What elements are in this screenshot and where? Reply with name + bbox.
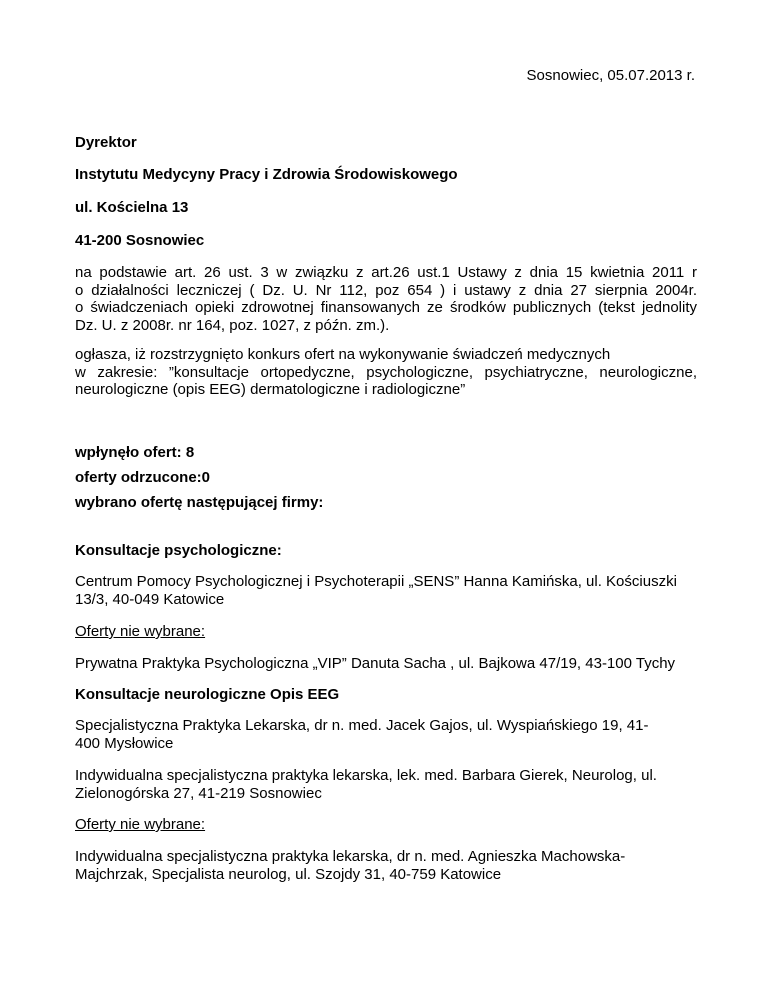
announcement-line: neurologiczne (opis EEG) dermatologiczne i radiologiczne” (75, 381, 466, 398)
announcement-paragraph (75, 346, 697, 399)
offers-rejected: oferty odrzucone:0 (75, 469, 211, 486)
psych-heading: Konsultacje psychologiczne: (75, 542, 282, 559)
neuro-not-selected-line: Indywidualna specjalistyczna praktyka lekarska, dr n. med. Agnieszka Machowska- (75, 848, 626, 865)
neuro-not-selected-line: Majchrzak, Specjalista neurolog, ul. Szojdy 31, 40-759 Katowice (75, 866, 502, 883)
addressee-city: 41-200 Sosnowiec (75, 232, 205, 249)
psych-not-selected: Prywatna Praktyka Psychologiczna „VIP” Danuta Sacha , ul. Bajkowa 47/19, 43-100 Tychy (75, 655, 676, 672)
legal-basis-line: o działalności leczniczej ( Dz. U. Nr 112, poz 654 ) i ustawy z dnia 27 sierpnia 2004r. (75, 281, 697, 299)
announcement-line: w zakresie: ”konsultacje ortopedyczne, psychologiczne, psychiatryczne, neurologiczne, (75, 363, 697, 381)
date-line: Sosnowiec, 05.07.2013 r. (526, 67, 695, 84)
addressee-street: ul. Kościelna 13 (75, 199, 189, 216)
offers-received: wpłynęło ofert: 8 (75, 444, 195, 461)
psych-not-selected-label: Oferty nie wybrane: (75, 623, 206, 640)
selected-heading: wybrano ofertę następującej firmy: (75, 494, 324, 511)
psych-selected-line: Centrum Pomocy Psychologicznej i Psychoterapii „SENS” Hanna Kamińska, ul. Kościuszki (75, 573, 677, 590)
neuro-selected-2-line: Zielonogórska 27, 41-219 Sosnowiec (75, 785, 322, 802)
announcement-line: ogłasza, iż rozstrzygnięto konkurs ofert na wykonywanie świadczeń medycznych (75, 346, 611, 363)
legal-basis-line: na podstawie art. 26 ust. 3 w związku z art.26 ust.1 Ustawy z dnia 15 kwietnia 2011 r (75, 264, 697, 281)
legal-basis-line: Dz. U. z 2008r. nr 164, poz. 1027, z późn. zm.). (75, 316, 390, 334)
addressee-institution: Instytutu Medycyny Pracy i Zdrowia Środowiskowego (75, 166, 458, 183)
addressee-title: Dyrektor (75, 134, 137, 151)
neuro-selected-1-line: 400 Mysłowice (75, 735, 174, 752)
psych-selected-line: 13/3, 40-049 Katowice (75, 591, 225, 608)
legal-basis-paragraph (75, 264, 697, 334)
neuro-selected-1-line: Specjalistyczna Praktyka Lekarska, dr n. med. Jacek Gajos, ul. Wyspiańskiego 19, 41- (75, 717, 649, 734)
neuro-heading: Konsultacje neurologiczne Opis EEG (75, 686, 340, 703)
legal-basis-line: o świadczeniach opieki zdrowotnej finansowanych ze środków publicznych (tekst jednolity (75, 299, 697, 316)
neuro-selected-2-line: Indywidualna specjalistyczna praktyka lekarska, lek. med. Barbara Gierek, Neurolog, ul. (75, 767, 657, 784)
neuro-not-selected-label: Oferty nie wybrane: (75, 816, 206, 833)
